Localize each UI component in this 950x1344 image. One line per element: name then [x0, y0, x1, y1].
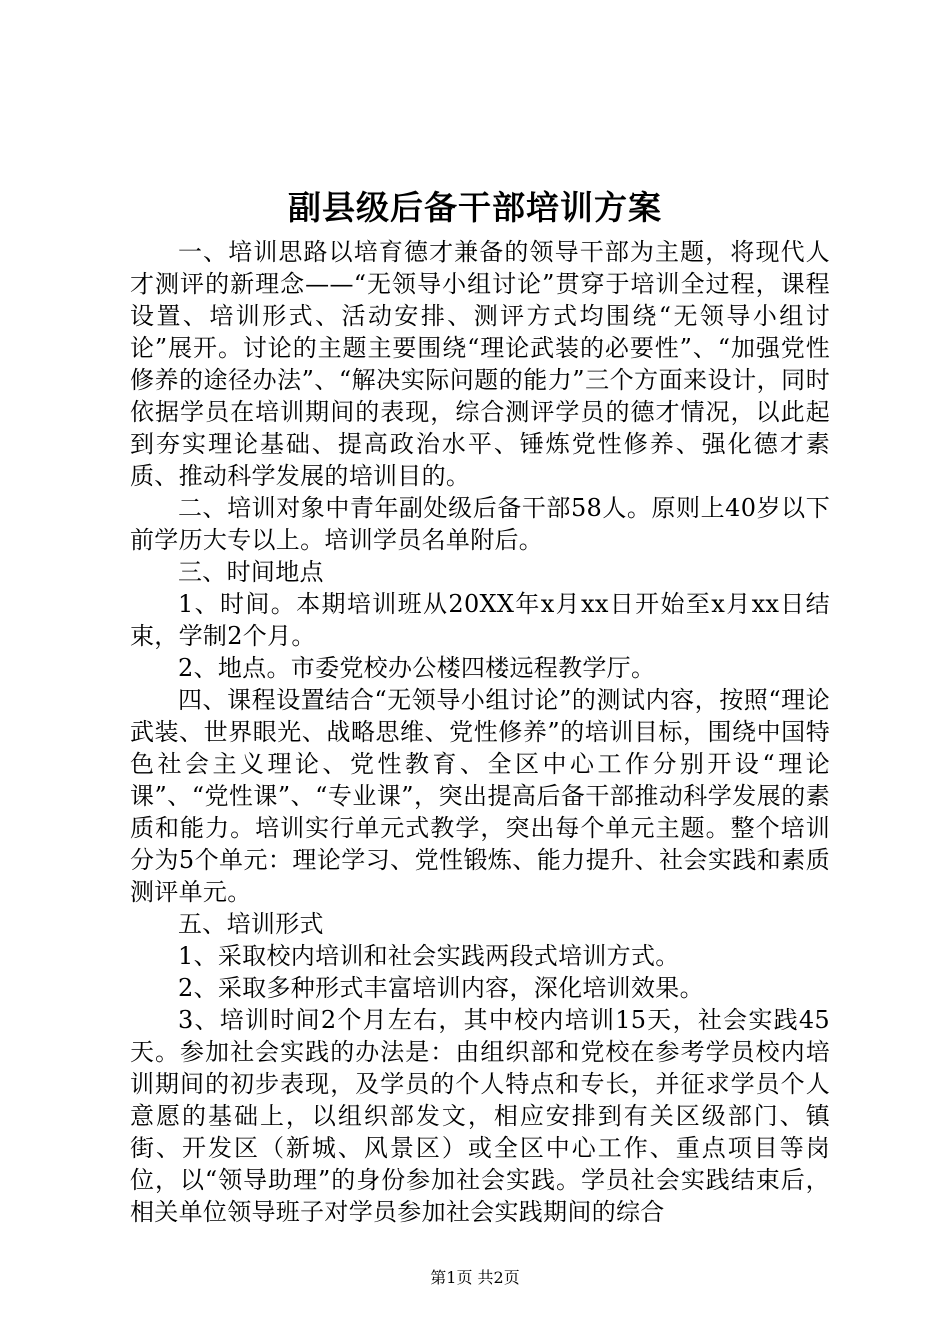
paragraph-training-approach: 一、培训思路以培育德才兼备的领导干部为主题，将现代人才测评的新理念——“无领导小组讨论”贯穿于培训全过程，课程设置、培训形式、活动安排、测评方式均围绕“无领导小组讨论”展开。讨论的主题主要围绕“理论武装的必要性”、“加强党性修养的途径办法”、“解决实际问题的能力”三个方面来设计，同时依据学员在培训期间的表现，综合测评学员的德才情况，以此起到夯实理论基础、提高政治水平、锤炼党性修养、强化德才素质、推动科学发展的培训目的。: [130, 238, 830, 490]
page-footer: 第1页 共2页: [430, 1268, 520, 1287]
paragraph-format-2: 2、采取多种形式丰富培训内容，深化培训效果。: [178, 974, 704, 1002]
document-body: [130, 236, 830, 1228]
paragraph-training-format-heading: 五、培训形式: [178, 910, 324, 938]
paragraph-time: 1、时间。本期培训班从20XX年x月xx日开始至x月xx日结束，学制2个月。: [130, 590, 830, 650]
document-title: 副县级后备干部培训方案: [288, 188, 662, 227]
paragraph-course-setup: 四、课程设置结合“无领导小组讨论”的测试内容，按照“理论武装、世界眼光、战略思维、党性修养”的培训目标，围绕中国特色社会主义理论、党性教育、全区中心工作分别开设“理论课”、“党性课”、“专业课”，突出提高后备干部推动科学发展的素质和能力。培训实行单元式教学，突出每个单元主题。整个培训分为5个单元：理论学习、党性锻炼、能力提升、社会实践和素质测评单元。: [130, 686, 830, 906]
paragraph-format-3: 3、培训时间2个月左右，其中校内培训15天，社会实践45天。参加社会实践的办法是：由组织部和党校在参考学员校内培训期间的初步表现，及学员的个人特点和专长，并征求学员个人意愿的基础上，以组织部发文，相应安排到有关区级部门、镇街、开发区（新城、风景区）或全区中心工作、重点项目等岗位，以“领导助理”的身份参加社会实践。学员社会实践结束后，相关单位领导班子对学员参加社会实践期间的综合: [130, 1006, 830, 1226]
paragraph-time-location-heading: 三、时间地点: [178, 558, 324, 586]
paragraph-format-1: 1、采取校内培训和社会实践两段式培训方式。: [178, 942, 680, 970]
paragraph-training-targets: 二、培训对象中青年副处级后备干部58人。原则上40岁以下前学历大专以上。培训学员名单附后。: [130, 494, 830, 554]
paragraph-location: 2、地点。市委党校办公楼四楼远程教学厅。: [178, 654, 656, 682]
